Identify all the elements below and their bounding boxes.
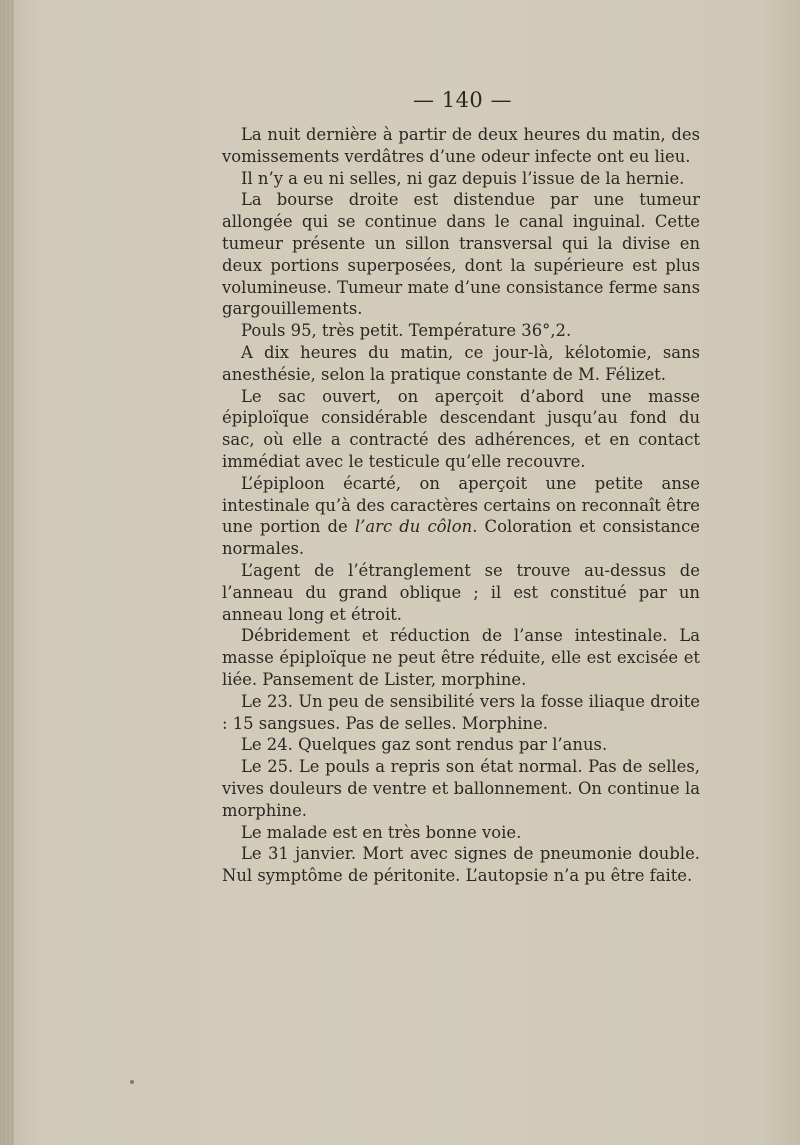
page-body	[222, 124, 700, 887]
paragraph-text: L’épiploon écarté, on aperçoit une petite anse intestinale qu’à des caractères certains on reconnaît être une portion de	[222, 473, 700, 537]
paragraph: Le 24. Quelques gaz sont rendus par l’anus.	[241, 735, 608, 755]
paper-speck	[130, 1080, 134, 1084]
paragraph: Le 25. Le pouls a repris son état normal. Pas de selles, vives douleurs de ventre et ballonnement. On continue la morphine.	[222, 757, 700, 820]
paragraph: Le malade est en très bonne voie.	[241, 822, 522, 842]
paragraph: La nuit dernière à partir de deux heures du matin, des vomissements verdâtres d’une odeur infecte ont eu lieu.	[222, 125, 700, 166]
paragraph: Débridement et réduction de l’anse intestinale. La masse épiploïque ne peut être réduite, elle est excisée et liée. Pansement de Lister, morphine.	[222, 626, 700, 689]
paragraph: L’agent de l’étranglement se trouve au-dessus de l’anneau du grand oblique ; il est constitué par un anneau long et étroit.	[222, 560, 700, 624]
paragraph: Il n’y a eu ni selles, ni gaz depuis l’issue de la hernie.	[241, 168, 685, 188]
paragraph	[222, 473, 700, 560]
paragraph: La bourse droite est distendue par une tumeur allongée qui se continue dans le canal inguinal. Cette tumeur présente un sillon transversal qui la divise en deux portions superposées, dont la supérieure est plus volumineuse. Tumeur mate d’une consistance ferme sans gargouillements.	[222, 190, 700, 319]
page-number: — 140 —	[413, 88, 512, 112]
paragraph: A dix heures du matin, ce jour-là, kélotomie, sans anesthésie, selon la pratique constante de M. Félizet.	[222, 342, 700, 384]
paragraph: Pouls 95, très petit. Température 36°,2.	[241, 321, 572, 341]
paragraph: Le 23. Un peu de sensibilité vers la fosse iliaque droite : 15 sangsues. Pas de selles. Morphine.	[222, 691, 700, 733]
paragraph: Le sac ouvert, on aperçoit d’abord une masse épiploïque considérable descendant jusqu’au fond du sac, où elle a contracté des adhérences, et en contact immédiat avec le testicule qu’elle recouvre.	[222, 386, 700, 471]
italic-term: l’arc du côlon	[354, 517, 473, 537]
paragraph-text: . Coloration et consistance normales.	[222, 517, 700, 559]
paragraph: Le 31 janvier. Mort avec signes de pneumonie double. Nul symptôme de péritonite. L’autopsie n’a pu être faite.	[222, 844, 700, 886]
page-edge	[0, 0, 14, 1145]
